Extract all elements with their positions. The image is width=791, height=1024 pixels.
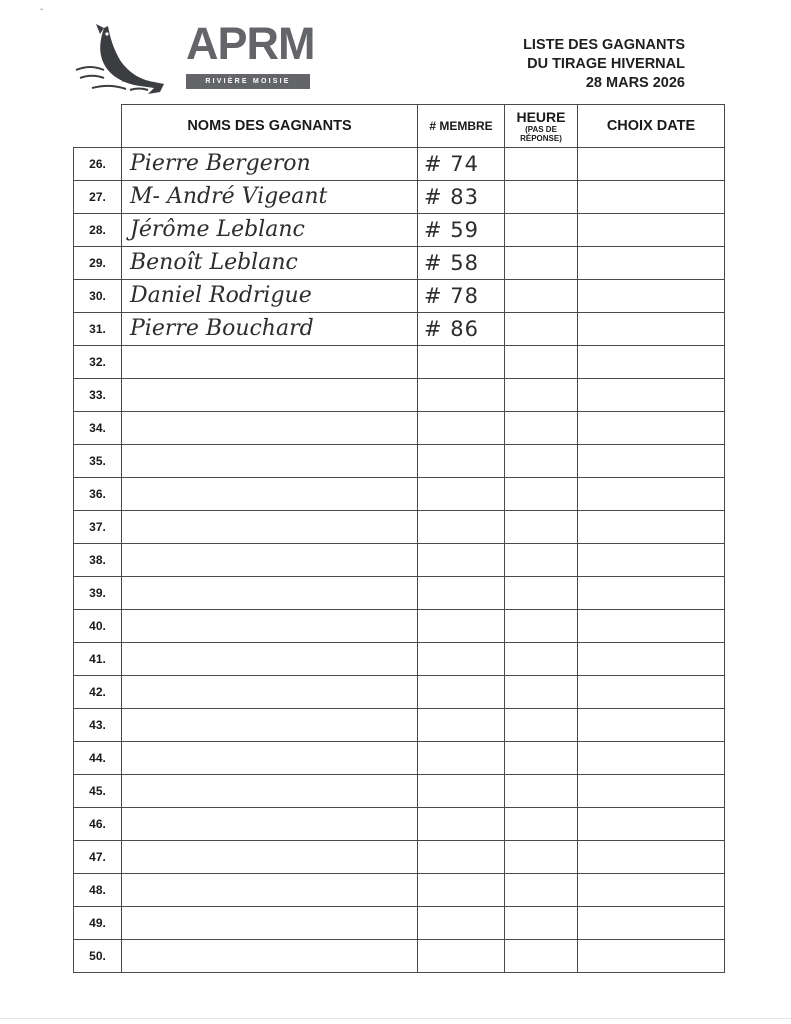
member-number-cell [418, 775, 505, 808]
row-number: 47. [74, 841, 122, 874]
heure-cell [505, 577, 578, 610]
heure-cell [505, 610, 578, 643]
choix-date-cell [578, 346, 725, 379]
choix-date-cell [578, 412, 725, 445]
choix-date-cell [578, 610, 725, 643]
member-number-cell [418, 511, 505, 544]
heure-cell [505, 445, 578, 478]
winners-table [73, 104, 725, 973]
choix-date-cell [578, 379, 725, 412]
heure-cell [505, 907, 578, 940]
title-line-1: LISTE DES GAGNANTS [523, 37, 685, 53]
winner-name-cell [122, 643, 418, 676]
table-row [74, 478, 725, 511]
table-row [74, 610, 725, 643]
row-number: 48. [74, 874, 122, 907]
table-row [74, 445, 725, 478]
heure-cell [505, 775, 578, 808]
member-number-cell [418, 379, 505, 412]
choix-date-cell [578, 280, 725, 313]
choix-date-cell [578, 478, 725, 511]
member-number-cell [418, 676, 505, 709]
choix-date-cell [578, 874, 725, 907]
row-number: 46. [74, 808, 122, 841]
choix-date-cell [578, 445, 725, 478]
row-number: 29. [74, 247, 122, 280]
title-line-2: DU TIRAGE HIVERNAL [527, 56, 685, 72]
member-number-cell: # 58 [418, 247, 505, 280]
table-row [74, 214, 725, 247]
table-row [74, 379, 725, 412]
member-number-cell [418, 445, 505, 478]
winner-name-cell [122, 412, 418, 445]
row-number: 39. [74, 577, 122, 610]
heure-cell [505, 808, 578, 841]
heure-cell [505, 841, 578, 874]
page-bottom-rule [0, 1018, 791, 1019]
member-number-cell [418, 709, 505, 742]
member-number-cell [418, 907, 505, 940]
table-row [74, 808, 725, 841]
member-number-cell: # 86 [418, 313, 505, 346]
winner-name-cell [122, 874, 418, 907]
member-number-cell [418, 478, 505, 511]
winner-name-cell: Daniel Rodrigue [122, 280, 418, 313]
choix-date-cell [578, 577, 725, 610]
member-number-cell [418, 841, 505, 874]
table-row [74, 676, 725, 709]
table-row [74, 643, 725, 676]
row-number: 42. [74, 676, 122, 709]
header-choix-date: CHOIX DATE [578, 105, 725, 148]
heure-cell [505, 247, 578, 280]
member-number-cell [418, 412, 505, 445]
choix-date-cell [578, 181, 725, 214]
winner-name-cell: Pierre Bergeron [122, 148, 418, 181]
member-number-cell: # 74 [418, 148, 505, 181]
table-row [74, 313, 725, 346]
winner-name-cell [122, 544, 418, 577]
row-number: 49. [74, 907, 122, 940]
table-row [74, 247, 725, 280]
row-number: 31. [74, 313, 122, 346]
header-names: NOMS DES GAGNANTS [122, 105, 418, 148]
header-heure-label: HEURE [516, 108, 566, 125]
table-header-row [74, 105, 725, 148]
heure-cell [505, 412, 578, 445]
table-row [74, 841, 725, 874]
choix-date-cell [578, 841, 725, 874]
member-number-cell [418, 346, 505, 379]
winner-name-cell [122, 907, 418, 940]
heure-cell [505, 313, 578, 346]
choix-date-cell [578, 709, 725, 742]
table-row [74, 940, 725, 973]
header-member: # MEMBRE [418, 105, 505, 148]
table-row [74, 346, 725, 379]
winner-name-cell [122, 742, 418, 775]
heure-cell [505, 511, 578, 544]
heure-cell [505, 544, 578, 577]
winner-name-cell [122, 676, 418, 709]
winner-name-cell [122, 346, 418, 379]
table-row [74, 412, 725, 445]
choix-date-cell [578, 940, 725, 973]
row-number: 37. [74, 511, 122, 544]
member-number-cell: # 78 [418, 280, 505, 313]
row-number: 40. [74, 610, 122, 643]
member-number-cell [418, 742, 505, 775]
member-number-cell: # 59 [418, 214, 505, 247]
winner-name-cell [122, 577, 418, 610]
table-row [74, 907, 725, 940]
member-number-cell [418, 940, 505, 973]
choix-date-cell [578, 676, 725, 709]
choix-date-cell [578, 313, 725, 346]
row-number: 45. [74, 775, 122, 808]
heure-cell [505, 643, 578, 676]
row-number: 38. [74, 544, 122, 577]
row-number: 35. [74, 445, 122, 478]
header-blank-cell [74, 105, 122, 148]
winner-name-cell: M- André Vigeant [122, 181, 418, 214]
member-number-cell [418, 643, 505, 676]
member-number-cell [418, 874, 505, 907]
winner-name-cell: Pierre Bouchard [122, 313, 418, 346]
heure-cell [505, 478, 578, 511]
heure-cell [505, 874, 578, 907]
choix-date-cell [578, 808, 725, 841]
table-row [74, 709, 725, 742]
row-number: 33. [74, 379, 122, 412]
row-number: 43. [74, 709, 122, 742]
member-number-cell: # 83 [418, 181, 505, 214]
winner-name-cell [122, 808, 418, 841]
choix-date-cell [578, 775, 725, 808]
choix-date-cell [578, 742, 725, 775]
heure-cell [505, 148, 578, 181]
table-row [74, 775, 725, 808]
title-line-3: 28 MARS 2026 [585, 75, 685, 91]
table-row [74, 181, 725, 214]
logo-wordmark: APRM [186, 18, 315, 69]
document-title [523, 36, 685, 93]
row-number: 30. [74, 280, 122, 313]
winner-name-cell: Benoît Leblanc [122, 247, 418, 280]
heure-cell [505, 181, 578, 214]
row-number: 34. [74, 412, 122, 445]
choix-date-cell [578, 148, 725, 181]
choix-date-cell [578, 643, 725, 676]
header-heure-sub1: (PAS DE [525, 124, 557, 134]
table-row [74, 148, 725, 181]
scan-artifact: ˇ [40, 8, 44, 19]
member-number-cell [418, 544, 505, 577]
row-number: 41. [74, 643, 122, 676]
logo-tagline: RIVIÈRE MOISIE [186, 74, 310, 89]
table-row [74, 511, 725, 544]
heure-cell [505, 742, 578, 775]
table-row [74, 280, 725, 313]
choix-date-cell [578, 247, 725, 280]
row-number: 32. [74, 346, 122, 379]
member-number-cell [418, 808, 505, 841]
winner-name-cell [122, 709, 418, 742]
winner-name-cell [122, 511, 418, 544]
choix-date-cell [578, 907, 725, 940]
row-number: 50. [74, 940, 122, 973]
choix-date-cell [578, 214, 725, 247]
winner-name-cell [122, 379, 418, 412]
row-number: 28. [74, 214, 122, 247]
choix-date-cell [578, 511, 725, 544]
choix-date-cell [578, 544, 725, 577]
salmon-logo-icon [74, 22, 166, 96]
heure-cell [505, 676, 578, 709]
heure-cell [505, 214, 578, 247]
winner-name-cell: Jérôme Leblanc [122, 214, 418, 247]
table-row [74, 742, 725, 775]
table-body [74, 148, 725, 973]
member-number-cell [418, 577, 505, 610]
winner-name-cell [122, 610, 418, 643]
header-heure [505, 105, 578, 148]
winner-name-cell [122, 940, 418, 973]
heure-cell [505, 940, 578, 973]
table-row [74, 874, 725, 907]
winner-name-cell [122, 478, 418, 511]
heure-cell [505, 346, 578, 379]
row-number: 26. [74, 148, 122, 181]
winner-name-cell [122, 775, 418, 808]
member-number-cell [418, 610, 505, 643]
heure-cell [505, 379, 578, 412]
table-row [74, 544, 725, 577]
row-number: 44. [74, 742, 122, 775]
heure-cell [505, 280, 578, 313]
header-heure-sub2: RÉPONSE) [520, 133, 562, 143]
row-number: 27. [74, 181, 122, 214]
table-row [74, 577, 725, 610]
row-number: 36. [74, 478, 122, 511]
winner-name-cell [122, 841, 418, 874]
heure-cell [505, 709, 578, 742]
winner-name-cell [122, 445, 418, 478]
